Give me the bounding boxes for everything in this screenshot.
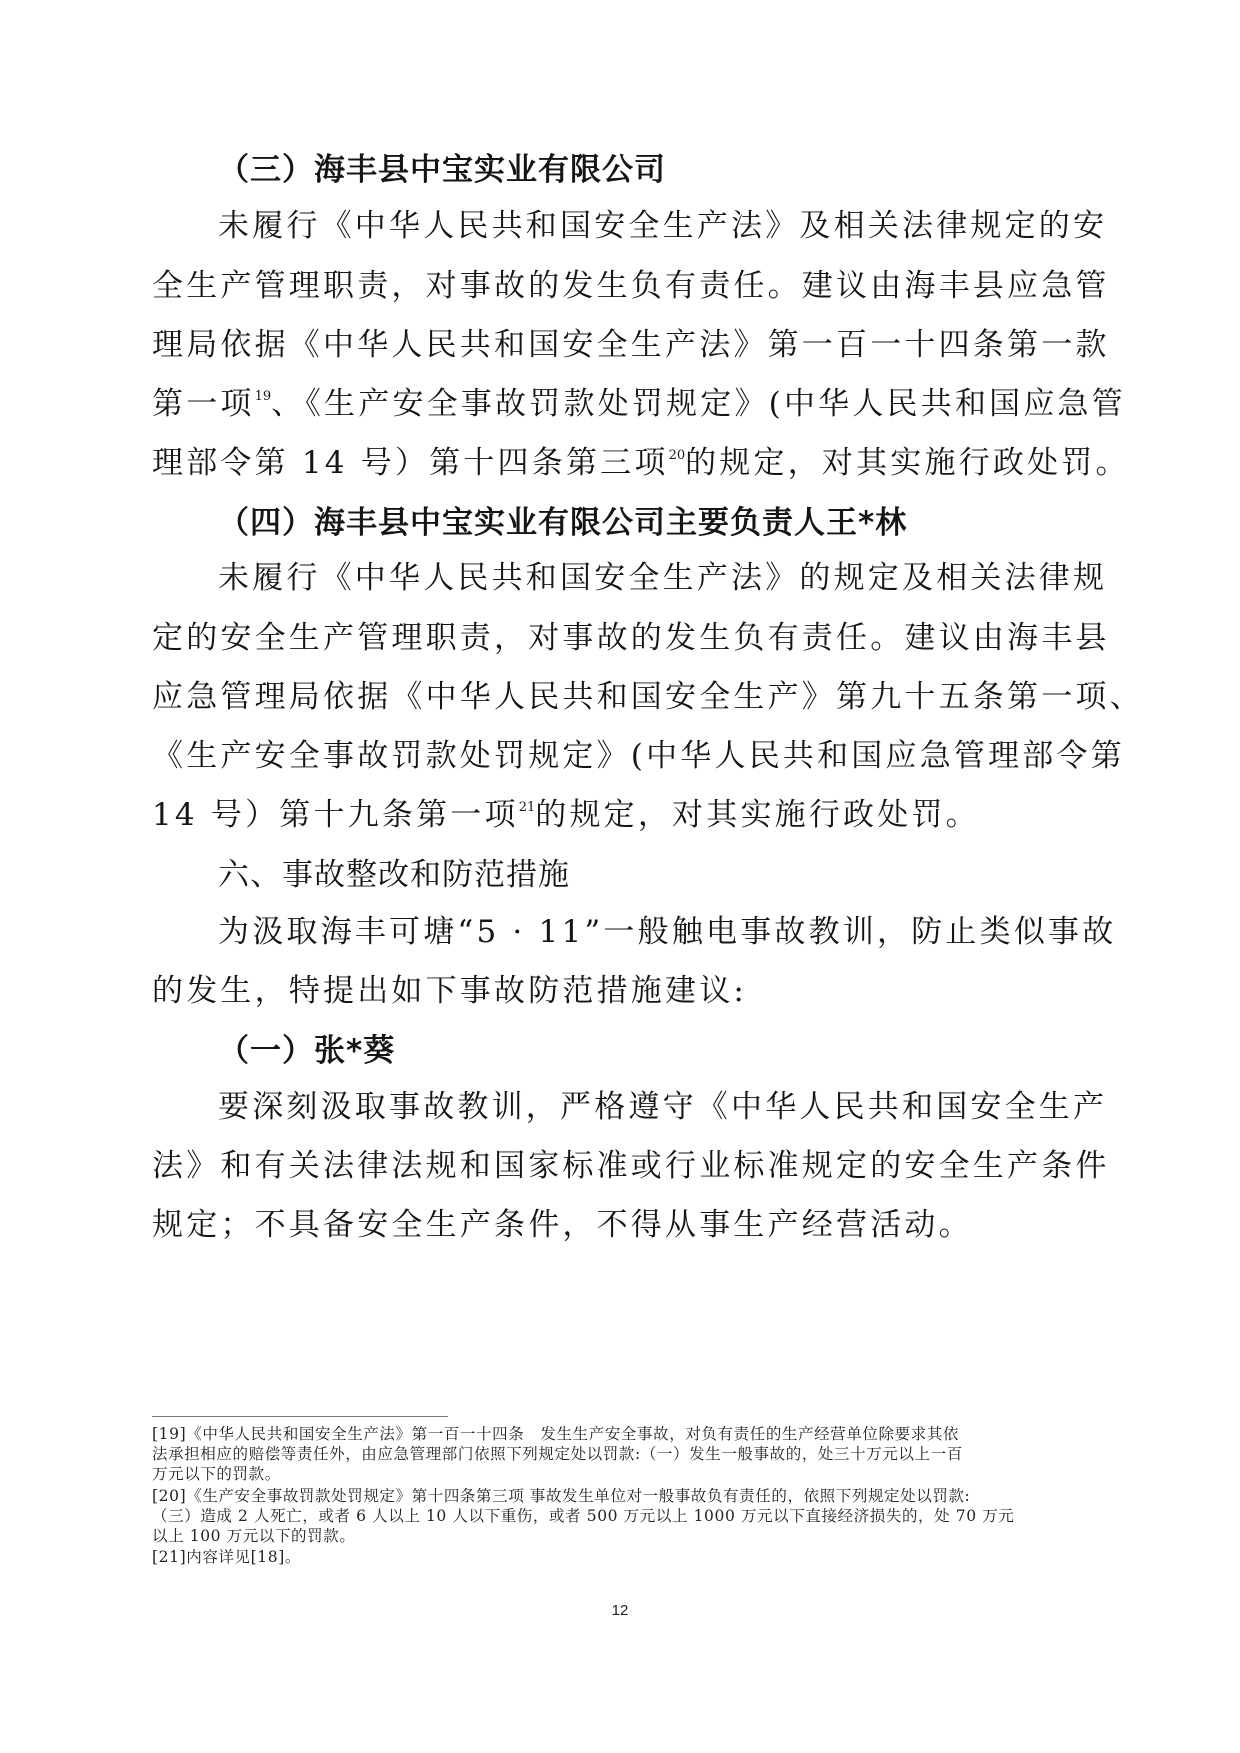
footnote-line: [21]内容详见[18]。 — [152, 1548, 301, 1566]
footnote-separator — [152, 1416, 448, 1417]
paragraph-line: 应急管理局依据《中华人民共和国安全生产》第九十五条第一项、 — [152, 679, 1144, 715]
footnote-line: [19]《中华人民共和国安全生产法》第一百一十四条 发生生产安全事故，对负有责任的生产经营单位除要求其依 — [152, 1425, 960, 1443]
paragraph-line: 定的安全生产管理职责，对事故的发生负有责任。建议由海丰县 — [152, 620, 1110, 656]
footnote-line: [20]《生产安全事故罚款处罚规定》第十四条第三项 事故发生单位对一般事故负有责任的，依照下列规定处以罚款: — [152, 1487, 971, 1505]
paragraph-line: 全生产管理职责，对事故的发生负有责任。建议由海丰县应急管 — [152, 268, 1110, 304]
page-number: 12 — [611, 1602, 629, 1619]
paragraph-line: 的发生，特提出如下事故防范措施建议: — [152, 973, 748, 1009]
paragraph-line: 规定；不具备安全生产条件，不得从事生产经营活动。 — [152, 1207, 973, 1243]
footnote-line: 万元以下的罚款。 — [152, 1465, 281, 1483]
paragraph-line: 法》和有关法律法规和国家标准或行业标准规定的安全生产条件 — [152, 1148, 1110, 1184]
footnote-ref-19[interactable]: 19 — [254, 389, 272, 404]
section-heading-4-principal: （四）海丰县中宝实业有限公司主要负责人王*林 — [218, 505, 908, 541]
footnote-ref-21[interactable]: 21 — [518, 800, 536, 815]
footnote-ref-20[interactable]: 20 — [668, 448, 686, 463]
footnote-line: 以上 100 万元以下的罚款。 — [152, 1527, 356, 1545]
section-heading-3-company: （三）海丰县中宝实业有限公司 — [218, 152, 666, 188]
paragraph-line: 未履行《中华人民共和国安全生产法》的规定及相关法律规 — [218, 560, 1108, 596]
paragraph-line: 未履行《中华人民共和国安全生产法》及相关法律规定的安 — [218, 208, 1108, 244]
paragraph-line: 《生产安全事故罚款处罚规定》(中华人民共和国应急管理部令第 — [152, 738, 1125, 774]
paragraph-line: 理部令第 14 号）第十四条第三项$^{20}$的规定，对其实施行政处罚。 — [152, 445, 1130, 481]
paragraph-line: 要深刻汲取事故教训，严格遵守《中华人民共和国安全生产 — [218, 1089, 1108, 1125]
footnote-line: （三）造成 2 人死亡，或者 6 人以上 10 人以下重伤，或者 500 万元以上 1000 万元以下直接经济损失的，处 70 万元 — [152, 1507, 1015, 1525]
section-heading-6-measures: 六、事故整改和防范措施 — [218, 857, 570, 893]
section-heading-1-person: （一）张*葵 — [218, 1033, 396, 1069]
paragraph-line: 14 号）第十九条第一项$^{21}$的规定，对其实施行政处罚。 — [152, 797, 980, 833]
paragraph-line: 理局依据《中华人民共和国安全生产法》第一百一十四条第一款 — [152, 327, 1110, 363]
paragraph-line: 为汲取海丰可塘“5 · 11”一般触电事故教训，防止类似事故 — [218, 914, 1117, 950]
paragraph-line: 第一项$^{19}$、《生产安全事故罚款处罚规定》(中华人民共和国应急管 — [152, 386, 1126, 422]
footnote-line: 法承担相应的赔偿等责任外，由应急管理部门依照下列规定处以罚款:（一）发生一般事故的，处三十万元以上一百 — [152, 1445, 963, 1463]
